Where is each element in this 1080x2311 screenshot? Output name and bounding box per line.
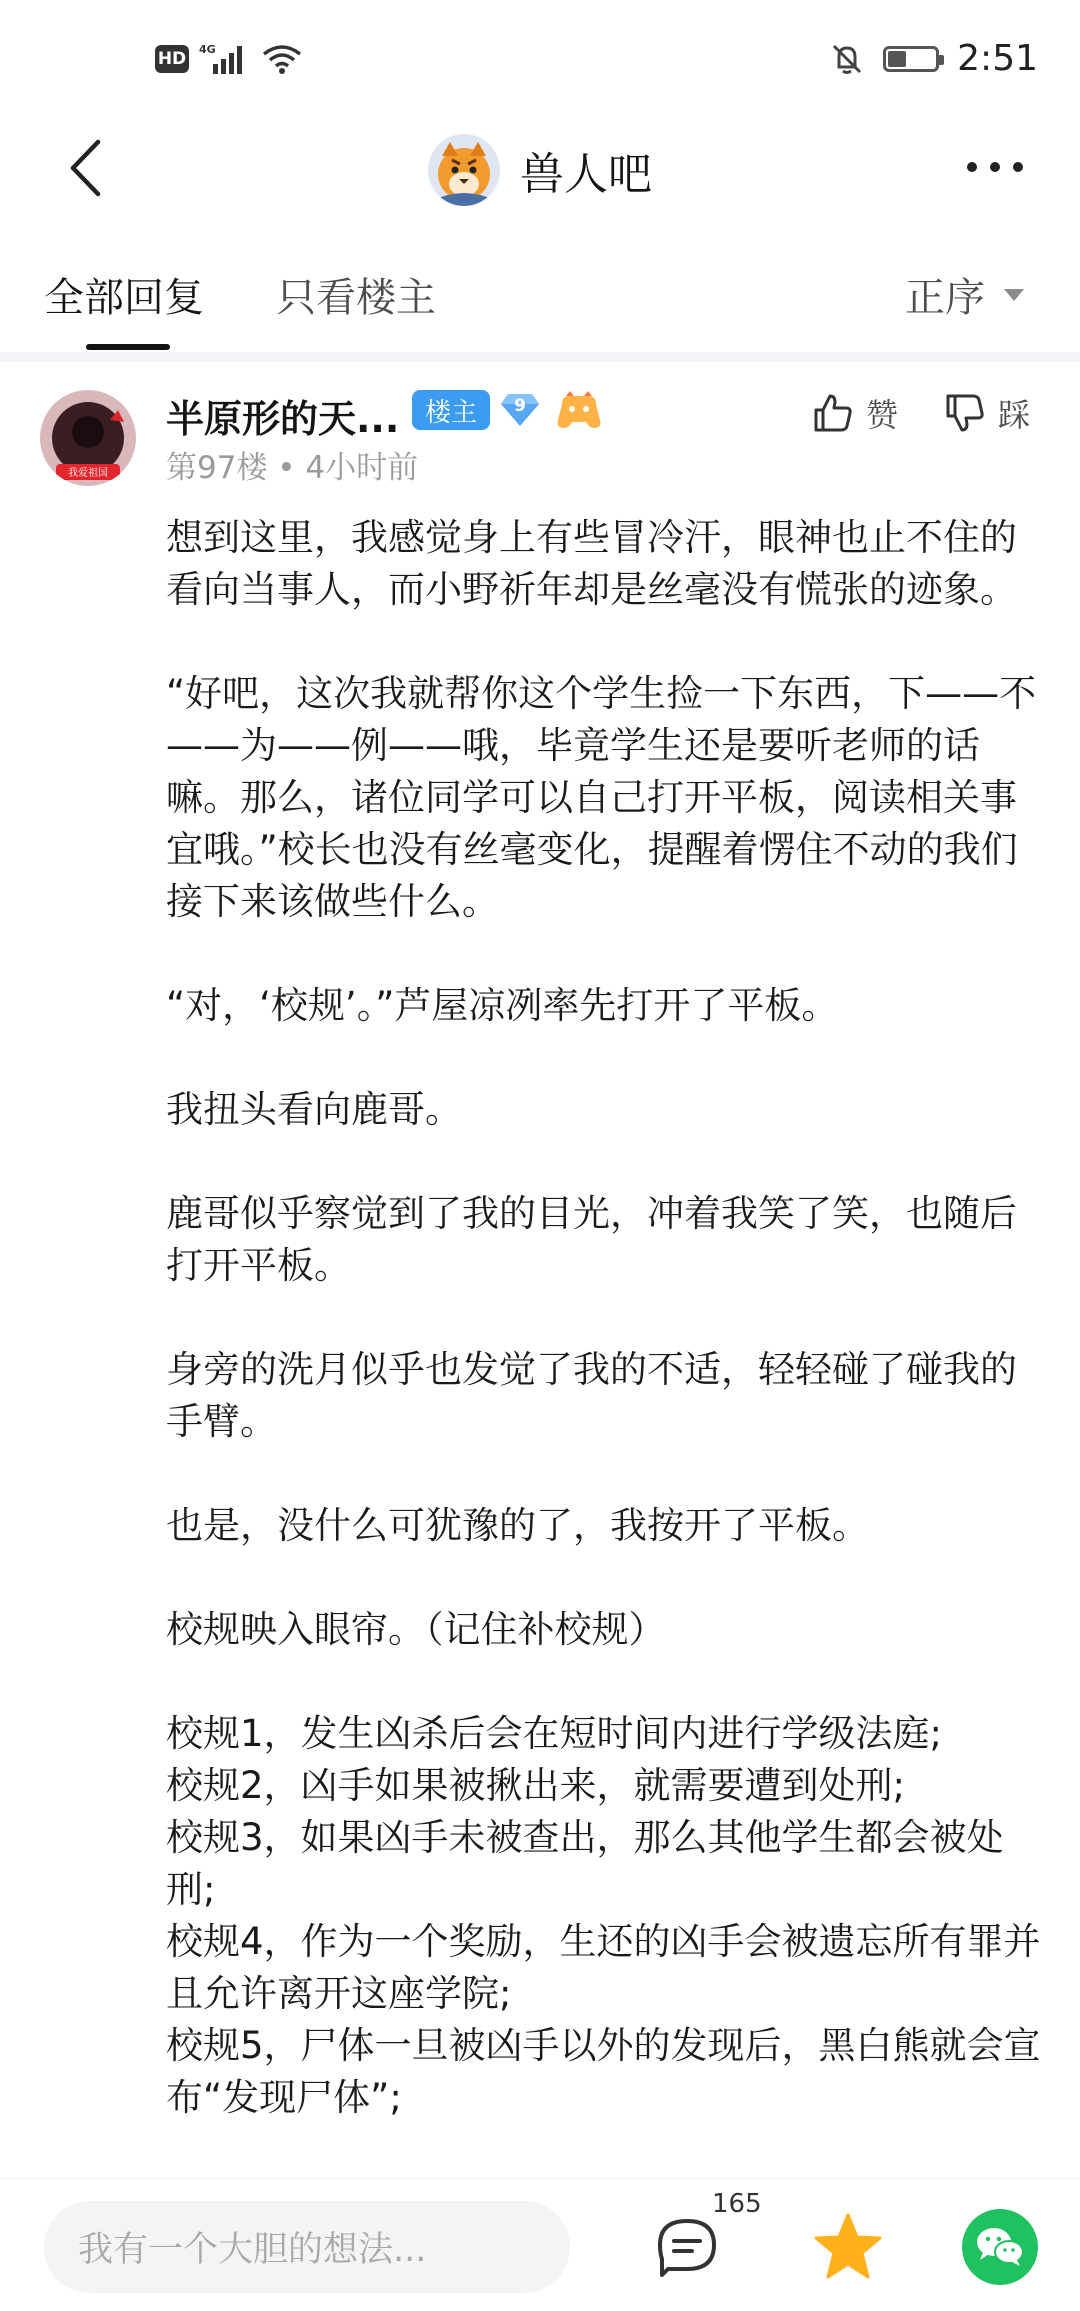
post-paragraph: 身旁的洗月似乎也发觉了我的不适，轻轻碰了碰我的手臂。 (166, 1348, 1017, 1443)
user-avatar-image (40, 390, 136, 486)
tab-all-replies[interactable]: 全部回复 (44, 275, 204, 321)
svg-text:4G: 4G (199, 43, 216, 56)
gamepad-badge-icon (556, 390, 602, 432)
tab-owner-only[interactable]: 只看楼主 (276, 275, 436, 321)
post-paragraph: “好吧，这次我就帮你这个学生捡一下东西，下——不——为——例——哦，毕竟学生还是要听老师的话嘛。那么，诸位同学可以自己打开平板，阅读相关事宜哦。”校长也没有丝毫变化，提醒着愣住不动的我们接下来该做些什么。 (166, 672, 1037, 923)
dislike-label: 踩 (998, 396, 1031, 434)
reply-tabs (0, 248, 1080, 348)
like-button[interactable] (812, 390, 898, 436)
battery-icon (883, 46, 939, 72)
section-divider (0, 352, 1080, 362)
more-button[interactable] (960, 142, 1030, 192)
post-paragraph: 也是，没什么可犹豫的了，我按开了平板。 (166, 1504, 869, 1547)
hd-icon: HD (155, 45, 189, 73)
forum-avatar (428, 134, 500, 206)
school-rule: 校规4，作为一个奖励，生还的凶手会被遗忘所有罪并且允许离开这座学院; (166, 1920, 1041, 2015)
post-paragraph: 我扭头看向鹿哥。 (166, 1088, 462, 1131)
wifi-icon (261, 42, 303, 76)
bottom-action-bar (0, 2178, 1080, 2311)
post-content (166, 512, 1046, 2124)
username[interactable]: 半原形的天... (166, 397, 400, 441)
svg-text:我爱祖国: 我爱祖国 (68, 468, 108, 479)
status-bar (0, 0, 1080, 120)
school-rule: 校规2，凶手如果被揪出来，就需要遭到处刑; (166, 1764, 906, 1807)
reply-input[interactable] (44, 2201, 570, 2293)
tiger-avatar-icon (428, 134, 500, 206)
status-right-group (829, 38, 1038, 79)
active-tab-indicator (86, 344, 170, 350)
reply-input-placeholder: 我有一个大胆的想法... (78, 2230, 427, 2270)
post-paragraph: “对，‘校规’。”芦屋凉冽率先打开了平板。 (166, 984, 839, 1027)
level-number: 9 (514, 396, 526, 416)
chevron-left-icon (68, 139, 102, 197)
nav-bar (0, 120, 1080, 220)
thumbs-down-icon (944, 392, 986, 434)
signal-icon (199, 42, 251, 76)
school-rule: 校规3，如果凶手未被查出，那么其他学生都会被处刑; (166, 1816, 1004, 1911)
more-horizontal-icon (966, 161, 1024, 173)
clock: 2:51 (957, 38, 1038, 79)
like-label: 赞 (866, 396, 899, 434)
mute-notification-icon (829, 41, 865, 77)
comment-count: 165 (712, 2189, 762, 2219)
post-meta: 第97楼 • 4小时前 (166, 450, 419, 486)
thumbs-up-icon (812, 392, 854, 434)
sort-label: 正序 (905, 275, 985, 321)
wechat-icon (975, 2226, 1025, 2268)
status-left-group (155, 42, 303, 76)
comment-icon[interactable] (654, 2215, 720, 2279)
post-paragraph: 想到这里，我感觉身上有些冒冷汗，眼神也止不住的看向当事人，而小野祈年却是丝毫没有慌张的迹象。 (166, 516, 1017, 611)
dislike-button[interactable] (944, 390, 1030, 436)
school-rule: 校规5，尸体一旦被凶手以外的发现后，黑白熊就会宣布“发现尸体”; (166, 2024, 1041, 2119)
favorite-star-icon[interactable] (812, 2211, 884, 2283)
caret-down-icon (1003, 288, 1025, 302)
school-rule: 校规1，发生凶杀后会在短时间内进行学级法庭; (166, 1712, 943, 1755)
post-paragraph: 校规映入眼帘。（记住补校规） (166, 1608, 666, 1651)
wechat-share-button[interactable] (962, 2209, 1038, 2285)
forum-name: 兽人吧 (520, 149, 652, 200)
post-paragraph: 鹿哥似乎察觉到了我的目光，冲着我笑了笑，也随后打开平板。 (166, 1192, 1017, 1287)
back-button[interactable] (55, 138, 115, 198)
owner-badge: 楼主 (412, 390, 490, 430)
forum-header[interactable] (428, 134, 652, 206)
sort-dropdown[interactable] (905, 266, 1025, 323)
user-avatar[interactable] (40, 390, 136, 486)
